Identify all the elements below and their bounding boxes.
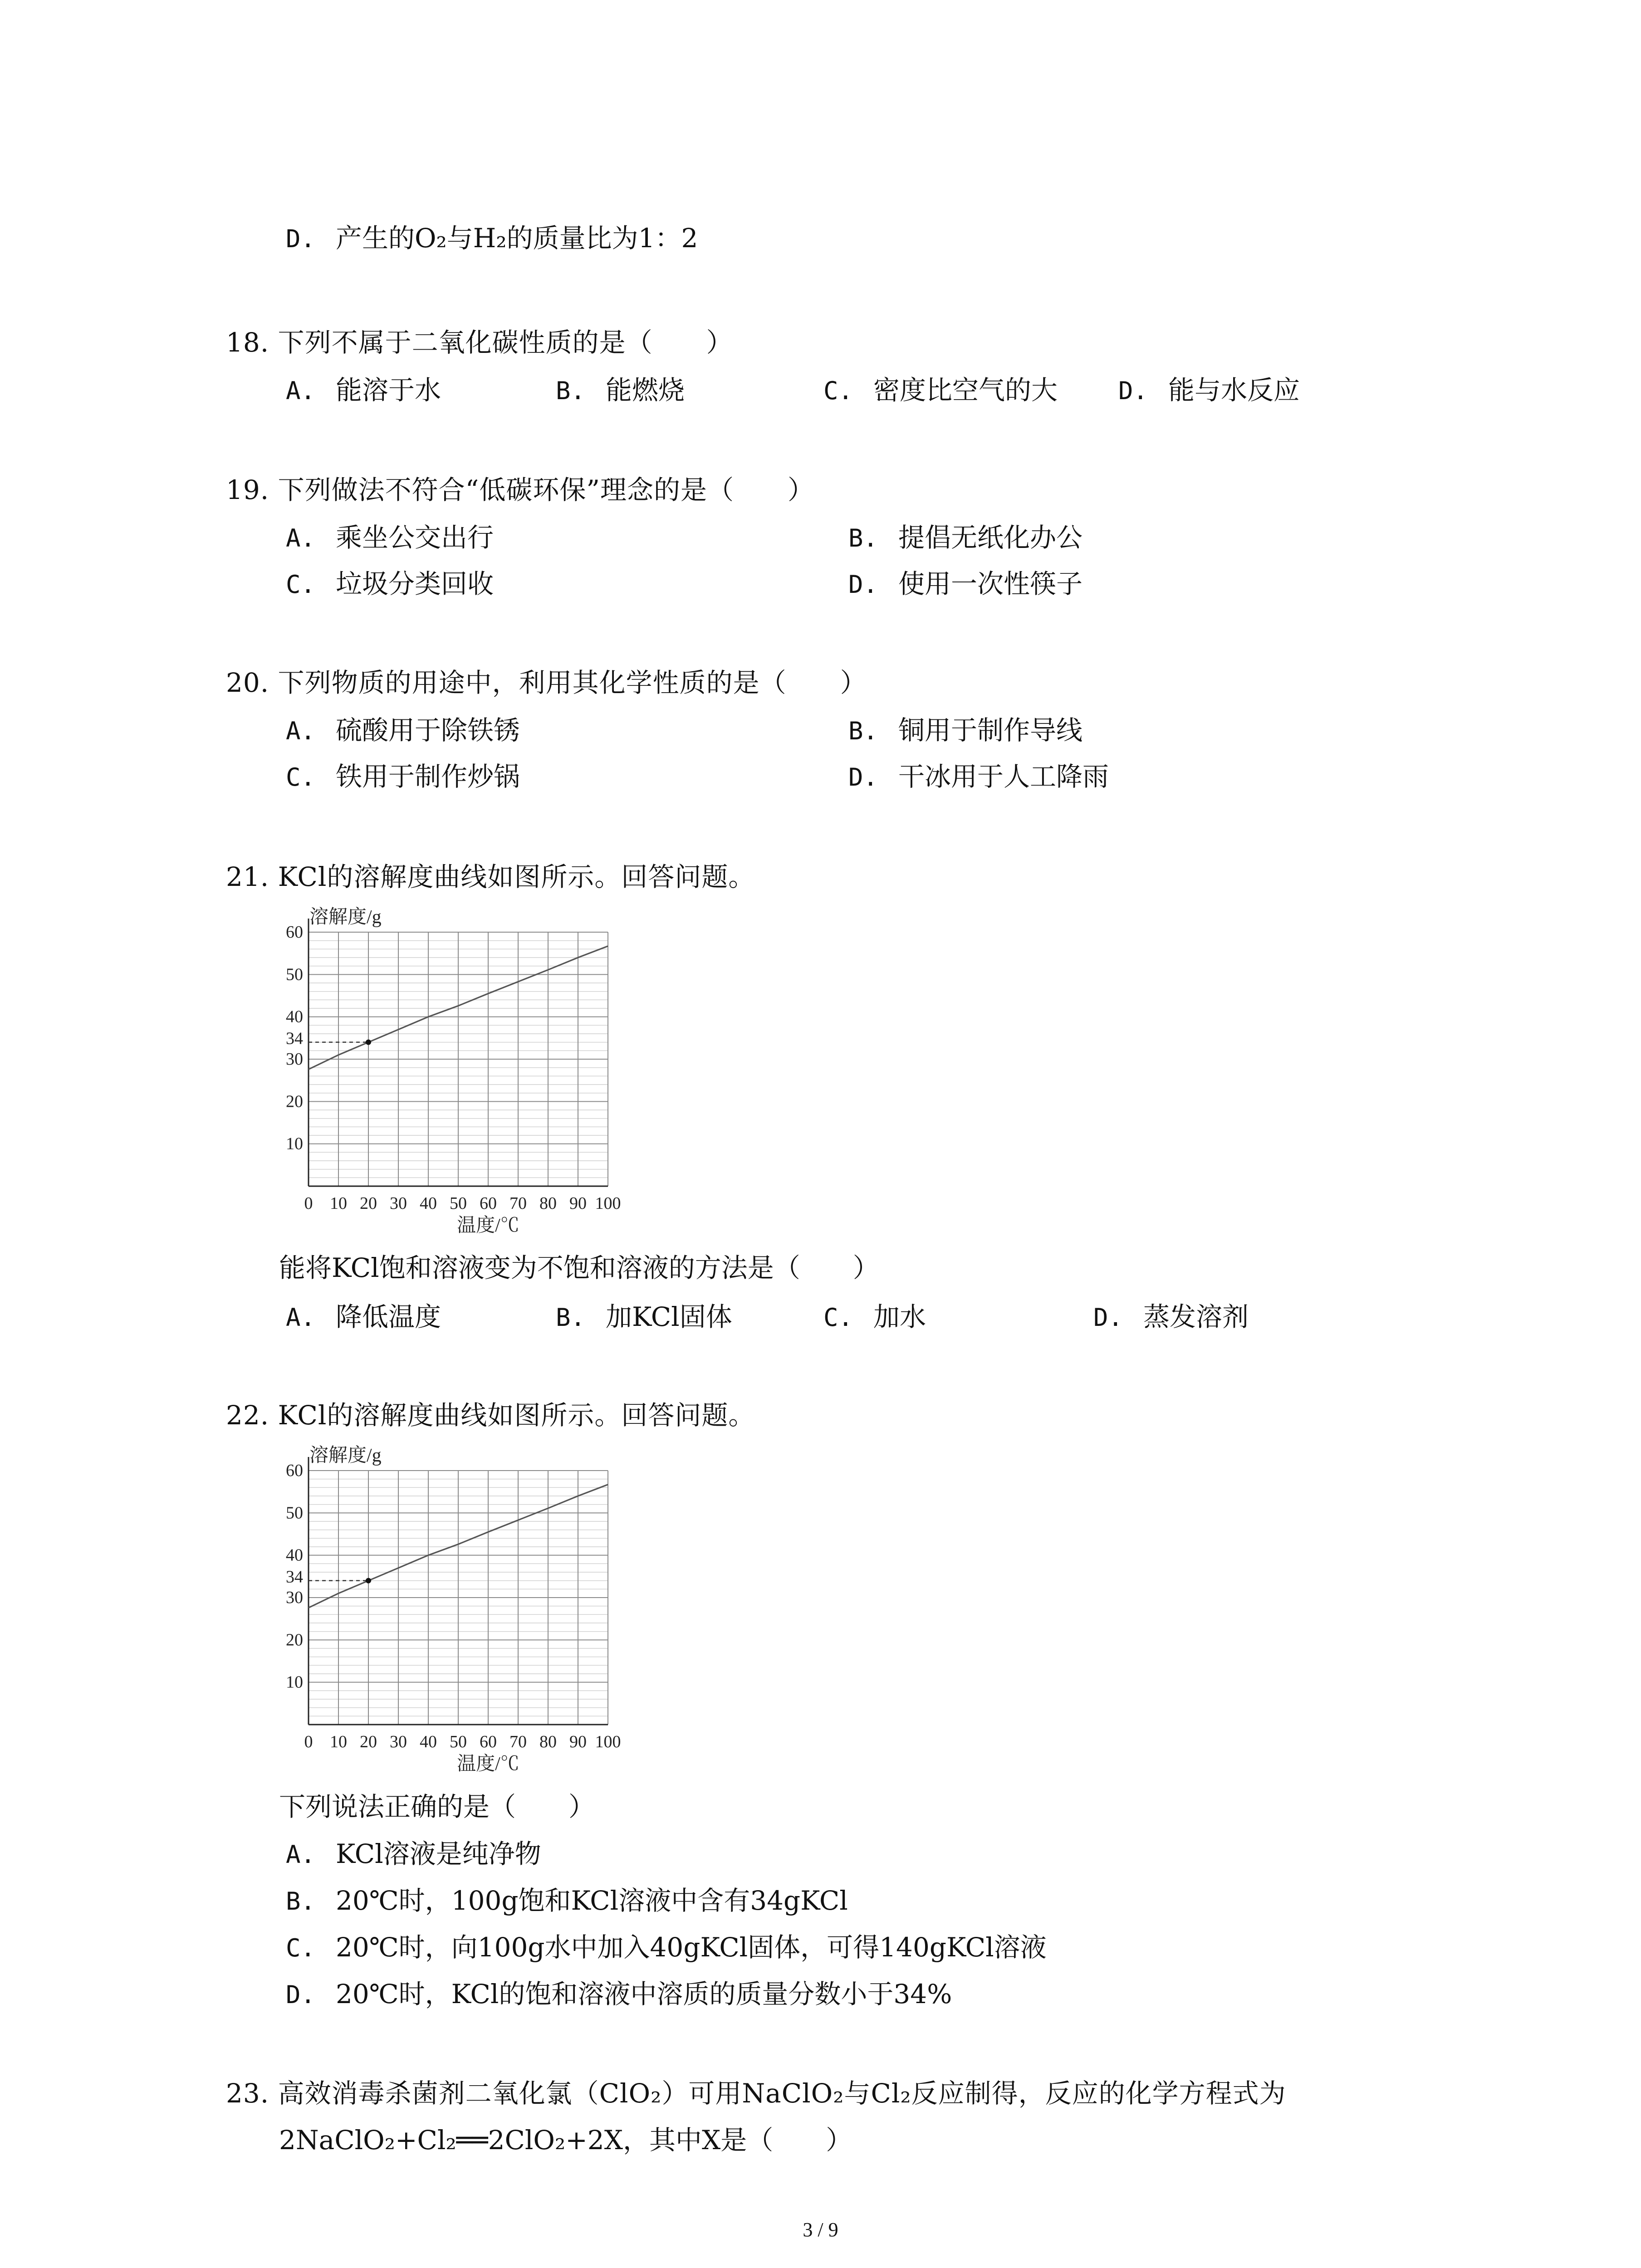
- x-tick-label: 90: [569, 1194, 587, 1213]
- x-tick-label: 90: [569, 1732, 587, 1751]
- option-letter: C.: [823, 1303, 853, 1332]
- question-22-stem: 22. KCl的溶解度曲线如图所示。回答问题。: [226, 1400, 755, 1431]
- y-axis-label: 溶解度/g: [309, 907, 382, 928]
- x-tick-label: 40: [420, 1732, 437, 1751]
- question-18-stem: 18. 下列不属于二氧化碳性质的是（ ）: [226, 327, 733, 358]
- q19-option-d[interactable]: [848, 568, 1083, 601]
- option-letter: B.: [556, 1303, 586, 1332]
- y-tick-label: 40: [286, 1007, 303, 1026]
- x-tick-label: 10: [330, 1732, 347, 1751]
- option-letter: B.: [848, 717, 878, 745]
- option-text: 垃圾分类回收: [336, 568, 494, 599]
- question-20-stem: 20. 下列物质的用途中，利用其化学性质的是（ ）: [226, 667, 867, 698]
- q18-option-a[interactable]: [286, 374, 441, 407]
- option-letter: D.: [286, 225, 316, 253]
- option-letter: D.: [286, 1980, 316, 2009]
- x-tick-label: 10: [330, 1194, 347, 1213]
- y-tick-label: 10: [286, 1672, 303, 1692]
- option-letter: D.: [848, 763, 878, 792]
- q22-option-a[interactable]: [286, 1838, 541, 1871]
- q18-option-c[interactable]: [823, 374, 1058, 407]
- y-tick-label-34: 34: [286, 1029, 303, 1048]
- x-tick-label: 50: [450, 1194, 467, 1213]
- x-tick-label: 100: [595, 1194, 621, 1213]
- option-text: KCl溶液是纯净物: [336, 1838, 541, 1869]
- q19-option-c[interactable]: [286, 568, 494, 601]
- x-tick-label: 20: [360, 1732, 377, 1751]
- option-text: 20℃时，向100g水中加入40gKCl固体，可得140gKCl溶液: [336, 1932, 1047, 1963]
- question-23-line-1: 23. 高效消毒杀菌剂二氧化氯（ClO₂）可用NaClO₂与Cl₂反应制得，反应的化学方程式为: [226, 2078, 1286, 2109]
- q20-option-c[interactable]: [286, 761, 520, 793]
- question-21-sub-stem: 能将KCl饱和溶液变为不饱和溶液的方法是（ ）: [279, 1252, 879, 1283]
- y-tick-label: 10: [286, 1134, 303, 1154]
- q19-option-b[interactable]: [848, 522, 1083, 554]
- option-text: 20℃时，100g饱和KCl溶液中含有34gKCl: [336, 1885, 848, 1916]
- option-letter: C.: [286, 763, 316, 792]
- q17-option-d: [286, 222, 698, 255]
- q22-option-b[interactable]: [286, 1885, 848, 1917]
- option-text: 能溶于水: [336, 375, 441, 406]
- y-tick-label: 20: [286, 1630, 303, 1650]
- x-tick-label: 0: [304, 1732, 313, 1751]
- option-text: 硫酸用于除铁锈: [336, 715, 520, 746]
- option-text: 产生的O₂与H₂的质量比为1：2: [336, 223, 698, 254]
- y-tick-label: 40: [286, 1545, 303, 1565]
- question-19-stem: 19. 下列做法不符合“低碳环保”理念的是（ ）: [226, 474, 814, 505]
- x-tick-label: 20: [360, 1194, 377, 1213]
- q22-option-d[interactable]: [286, 1978, 952, 2011]
- q22-option-c[interactable]: [286, 1931, 1047, 1964]
- option-letter: A.: [286, 376, 316, 405]
- option-letter: D.: [1093, 1303, 1123, 1332]
- option-letter: C.: [286, 1934, 316, 1962]
- data-point-marker: [366, 1578, 371, 1584]
- q20-option-a[interactable]: [286, 714, 520, 747]
- x-tick-label: 80: [539, 1194, 557, 1213]
- option-text: 加水: [873, 1301, 926, 1332]
- question-22-sub-stem: 下列说法正确的是（ ）: [279, 1791, 595, 1822]
- q21-option-c[interactable]: [823, 1301, 926, 1334]
- y-tick-label: 50: [286, 965, 303, 984]
- x-tick-label: 50: [450, 1732, 467, 1751]
- q20-option-d[interactable]: [848, 761, 1109, 793]
- option-letter: D.: [848, 570, 878, 599]
- data-point-marker: [366, 1040, 371, 1045]
- y-tick-label-34: 34: [286, 1567, 303, 1587]
- option-text: 乘坐公交出行: [336, 522, 494, 553]
- option-letter: A.: [286, 717, 316, 745]
- x-tick-label: 70: [509, 1732, 527, 1751]
- option-text: 降低温度: [336, 1301, 441, 1332]
- y-tick-label: 20: [286, 1092, 303, 1111]
- option-letter: A.: [286, 524, 316, 552]
- y-tick-label: 60: [286, 923, 303, 942]
- option-text: 提倡无纸化办公: [898, 522, 1083, 553]
- y-tick-label: 60: [286, 1461, 303, 1480]
- option-text: 蒸发溶剂: [1143, 1301, 1249, 1332]
- option-text: 铜用于制作导线: [898, 715, 1083, 746]
- y-tick-label: 30: [286, 1588, 303, 1607]
- option-letter: A.: [286, 1840, 316, 1869]
- option-text: 20℃时，KCl的饱和溶液中溶质的质量分数小于34%: [336, 1979, 952, 2009]
- y-axis-label: 溶解度/g: [309, 1445, 382, 1466]
- q21-option-d[interactable]: [1093, 1301, 1249, 1334]
- option-letter: C.: [286, 570, 316, 599]
- x-tick-label: 60: [480, 1194, 497, 1213]
- option-letter: B.: [848, 524, 878, 552]
- x-tick-label: 0: [304, 1194, 313, 1213]
- solubility-chart-svg: [272, 900, 662, 1254]
- page-number: 3 / 9: [803, 2219, 838, 2241]
- solubility-chart-2: [272, 1439, 662, 1794]
- question-21-stem: 21. KCl的溶解度曲线如图所示。回答问题。: [226, 861, 755, 892]
- q21-option-a[interactable]: [286, 1301, 441, 1334]
- option-text: 加KCl固体: [606, 1301, 732, 1332]
- option-letter: A.: [286, 1303, 316, 1332]
- y-tick-label: 50: [286, 1503, 303, 1523]
- x-tick-label: 40: [420, 1194, 437, 1213]
- x-tick-label: 100: [595, 1732, 621, 1751]
- option-text: 使用一次性筷子: [898, 568, 1083, 599]
- q18-option-b[interactable]: [556, 374, 685, 407]
- x-tick-label: 70: [509, 1194, 527, 1213]
- q21-option-b[interactable]: [556, 1301, 732, 1334]
- x-axis-label: 温度/℃: [457, 1215, 519, 1236]
- option-letter: D.: [1118, 376, 1148, 405]
- option-text: 干冰用于人工降雨: [898, 761, 1109, 792]
- q19-option-a[interactable]: [286, 522, 494, 554]
- option-text: 密度比空气的大: [873, 375, 1058, 406]
- solubility-chart-1: [272, 900, 662, 1256]
- x-tick-label: 60: [480, 1732, 497, 1751]
- option-text: 能燃烧: [606, 375, 685, 406]
- option-letter: B.: [286, 1887, 316, 1916]
- x-tick-label: 30: [390, 1732, 407, 1751]
- y-tick-label: 30: [286, 1050, 303, 1069]
- q20-option-b[interactable]: [848, 714, 1083, 747]
- option-letter: B.: [556, 376, 586, 405]
- x-axis-label: 温度/℃: [457, 1754, 519, 1774]
- option-text: 铁用于制作炒锅: [336, 761, 520, 792]
- x-tick-label: 80: [539, 1732, 557, 1751]
- x-tick-label: 30: [390, 1194, 407, 1213]
- option-text: 能与水反应: [1168, 375, 1300, 406]
- question-23-line-2: 2NaClO₂+Cl₂══2ClO₂+2X，其中X是（ ）: [279, 2125, 852, 2156]
- option-letter: C.: [823, 376, 853, 405]
- q18-option-d[interactable]: [1118, 374, 1300, 407]
- solubility-chart-svg: [272, 1439, 662, 1793]
